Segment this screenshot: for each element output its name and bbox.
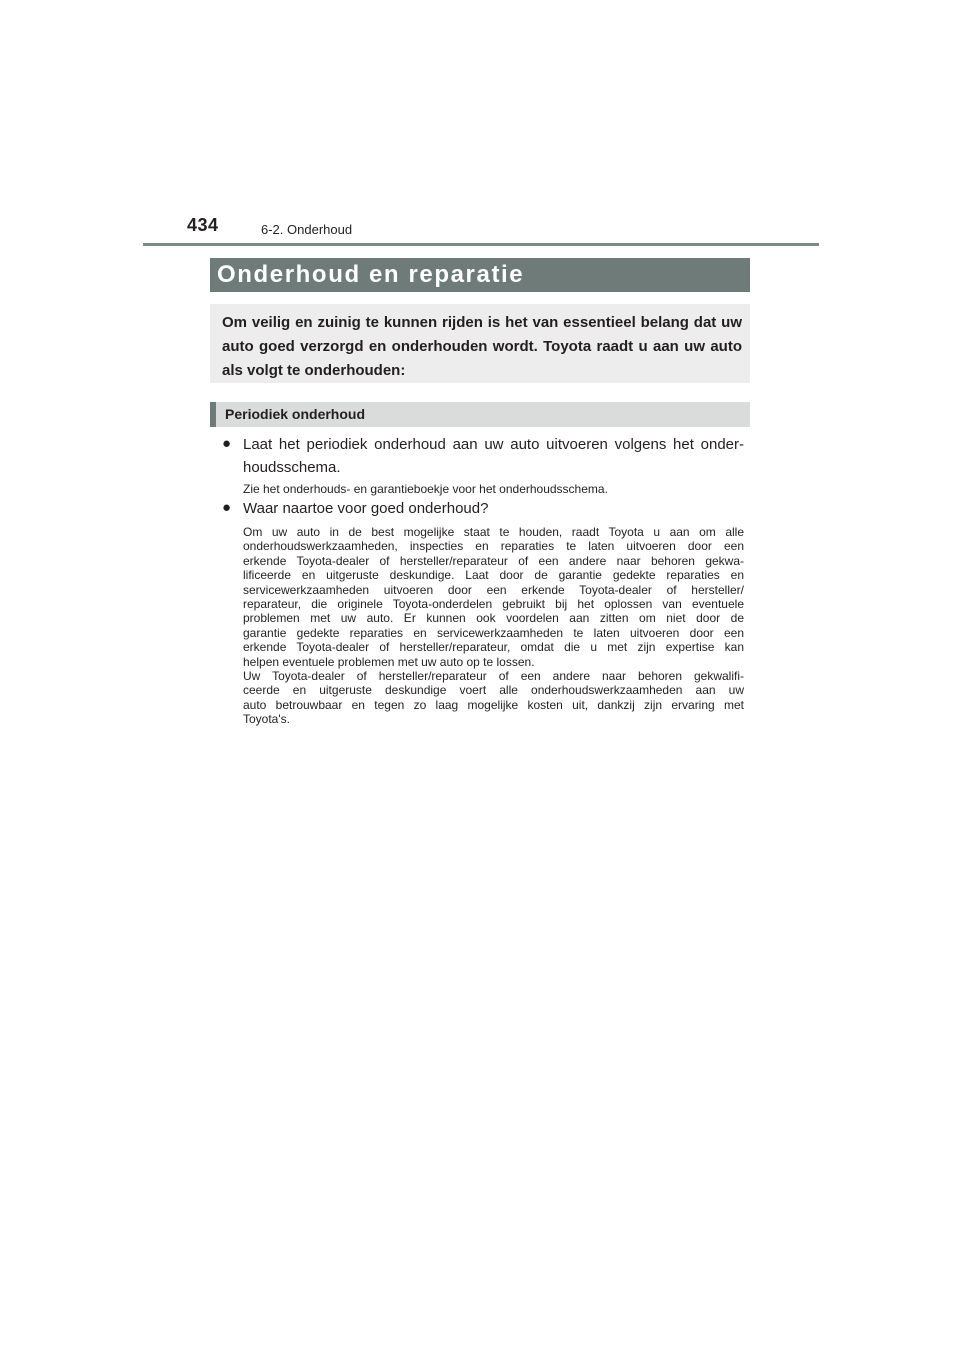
paragraph-line: Om uw auto in de best mogelijke staat te houden, raadt Toyota u aan om alle	[243, 525, 744, 539]
paragraph-line: Uw Toyota-dealer of hersteller/reparateur of een andere naar behoren gekwalifi-	[243, 669, 744, 684]
intro-line: auto goed verzorgd en onderhouden wordt. Toyota raadt u aan uw auto	[222, 338, 742, 355]
bullet-icon: ●	[222, 499, 232, 516]
paragraph-line: auto betrouwbaar en tegen zo laag mogelijke kosten uit, dankzij zijn ervaring met	[243, 697, 744, 712]
paragraph-line: Toyota's.	[243, 712, 290, 727]
paragraph-line: erkende Toyota-dealer of hersteller/reparateur of een andere naar behoren gekwa-	[243, 553, 744, 568]
bullet-line: houdsschema.	[243, 459, 341, 476]
bullet-item-where	[243, 497, 744, 520]
paragraph-line: reparateur, die originele Toyota-onderdelen gebruikt bij het oplossen van eventuele	[243, 597, 744, 612]
paragraph-line: servicewerkzaamheden uitvoeren door een erkende Toyota-dealer of hersteller/	[243, 582, 744, 597]
bullet-item-periodic	[243, 433, 744, 479]
page-number: 434	[187, 215, 219, 235]
header-rule	[143, 243, 819, 246]
maintenance-paragraph	[243, 525, 744, 727]
subsection-bar	[210, 402, 750, 427]
subsection-title: Periodiek onderhoud	[225, 406, 366, 422]
paragraph-line: ceerde en uitgeruste deskundige voert alle onderhoudswerkzaamheden aan uw	[243, 683, 744, 698]
paragraph-line: erkende Toyota-dealer of hersteller/reparateur, omdat die u met zijn expertise kan	[243, 640, 744, 655]
bullet-line: Laat het periodiek onderhoud aan uw auto uitvoeren volgens het onder-	[243, 436, 744, 453]
note-text: Zie het onderhouds- en garantieboekje voor het onderhoudsschema.	[243, 482, 608, 496]
paragraph-line: problemen met uw auto. Er kunnen ook voordelen aan zitten om niet door de	[243, 611, 744, 626]
paragraph-line: garantie gedekte reparaties en servicewerkzaamheden te laten uitvoeren door een	[243, 625, 744, 640]
schedule-note	[243, 481, 744, 497]
paragraph-line: helpen eventuele problemen met uw auto op te lossen.	[243, 654, 535, 669]
bullet-icon: ●	[222, 435, 232, 452]
bullet-heading: Waar naartoe voor goed onderhoud?	[243, 500, 489, 517]
intro-box	[210, 304, 750, 383]
intro-line: als volgt te onderhouden:	[222, 362, 406, 379]
intro-line: Om veilig en zuinig te kunnen rijden is het van essentieel belang dat uw	[222, 314, 742, 331]
section-label: 6-2. Onderhoud	[261, 222, 353, 237]
page-title: Onderhoud en reparatie	[217, 261, 525, 288]
title-bar	[210, 258, 750, 292]
paragraph-line: lificeerde en uitgeruste deskundige. Laat door de garantie gedekte reparaties en	[243, 568, 744, 583]
paragraph-line: onderhoudswerkzaamheden, inspecties en reparaties te laten uitvoeren door een	[243, 539, 744, 554]
